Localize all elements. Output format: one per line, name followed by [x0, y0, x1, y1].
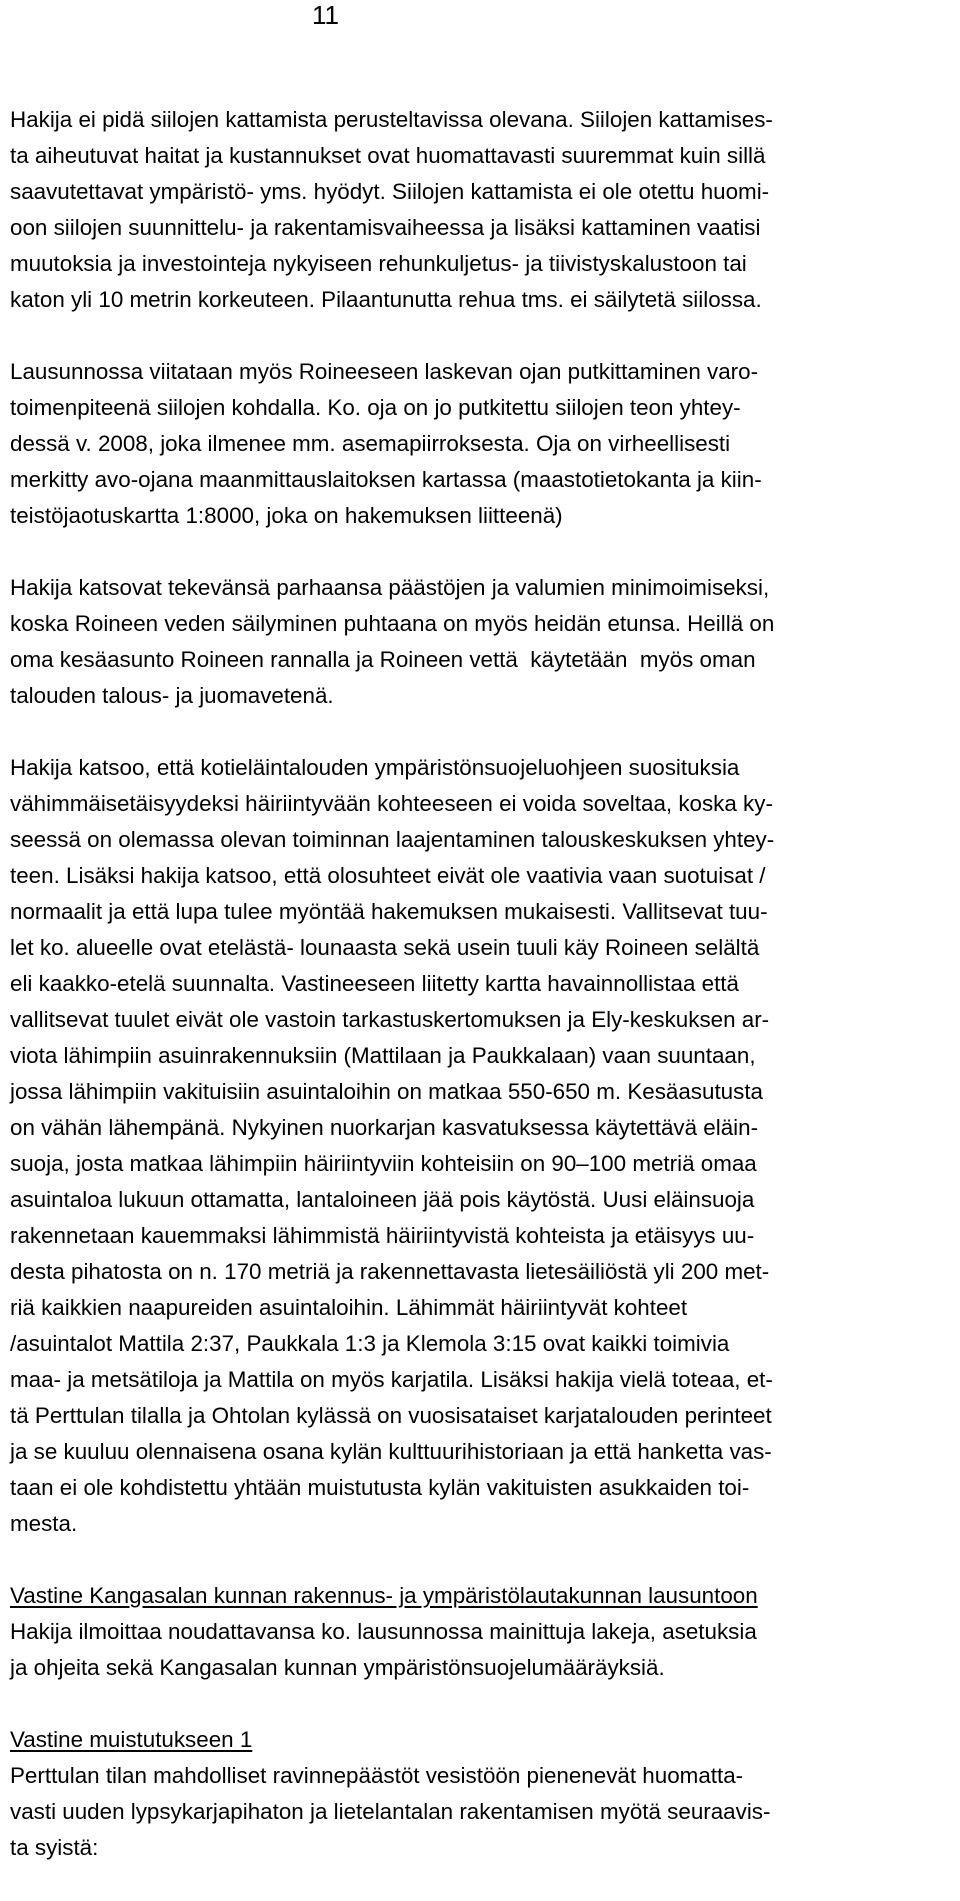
- text-line: seessä on olemassa olevan toiminnan laajentaminen talouskeskuksen yhtey-: [10, 827, 775, 852]
- text-line: teen. Lisäksi hakija katsoo, että olosuhteet eivät ole vaativia vaan suotuisat /: [10, 863, 766, 888]
- section-response-remark-1: [10, 1722, 950, 1866]
- text-line: katon yli 10 metrin korkeuteen. Pilaantunutta rehua tms. ei säilytetä siilossa.: [10, 287, 762, 312]
- text-line: Hakija ilmoittaa noudattavansa ko. lausunnossa mainittuja lakeja, asetuksia: [10, 1619, 757, 1644]
- text-line: toimenpiteenä siilojen kohdalla. Ko. oja on jo putkitettu siilojen teon yhtey-: [10, 395, 741, 420]
- text-line: vallitsevat tuulet eivät ole vastoin tarkastuskertomuksen ja Ely-keskuksen ar-: [10, 1007, 770, 1032]
- paragraph-spacer: [10, 714, 950, 750]
- text-line: normaalit ja että lupa tulee myöntää hakemuksen mukaisesti. Vallitsevat tuu-: [10, 899, 768, 924]
- text-line: oon siilojen suunnittelu- ja rakentamisvaiheessa ja lisäksi kattaminen vaatisi: [10, 215, 761, 240]
- text-line: talouden talous- ja juomavetenä.: [10, 683, 334, 708]
- section-heading: Vastine Kangasalan kunnan rakennus- ja ympäristölautakunnan lausuntoon: [10, 1583, 758, 1608]
- text-line: let ko. alueelle ovat etelästä- lounaasta sekä usein tuuli käy Roineen selältä: [10, 935, 760, 960]
- paragraph: [10, 102, 950, 318]
- text-line: oma kesäasunto Roineen rannalla ja Roineen vettä käytetään myös oman: [10, 647, 756, 672]
- text-line: muutoksia ja investointeja nykyiseen rehunkuljetus- ja tiivistyskalustoon tai: [10, 251, 747, 276]
- text-line: teistöjaotuskartta 1:8000, joka on hakemuksen liitteenä): [10, 503, 563, 528]
- text-line: mesta.: [10, 1511, 78, 1536]
- paragraph-spacer: [10, 318, 950, 354]
- text-line: saavutettavat ympäristö- yms. hyödyt. Siilojen kattamista ei ole otettu huomi-: [10, 179, 770, 204]
- paragraph-spacer: [10, 1542, 950, 1578]
- text-line: Hakija katsovat tekevänsä parhaansa päästöjen ja valumien minimoimiseksi,: [10, 575, 770, 600]
- text-line: ta aiheutuvat haitat ja kustannukset ovat huomattavasti suuremmat kuin sillä: [10, 143, 766, 168]
- text-line: vähimmäisetäisyydeksi häiriintyvään kohteeseen ei voida soveltaa, koska ky-: [10, 791, 773, 816]
- text-line: merkitty avo-ojana maanmittauslaitoksen kartassa (maastotietokanta ja kiin-: [10, 467, 762, 492]
- section-heading: Vastine muistutukseen 1: [10, 1727, 253, 1752]
- text-line: Hakija ei pidä siilojen kattamista perusteltavissa olevana. Siilojen kattamises-: [10, 107, 773, 132]
- text-line: Perttulan tilan mahdolliset ravinnepäästöt vesistöön pienenevät huomatta-: [10, 1763, 744, 1788]
- paragraph-spacer: [10, 1686, 950, 1722]
- text-line: riä kaikkien naapureiden asuintaloihin. Lähimmät häiriintyvät kohteet: [10, 1295, 688, 1320]
- text-line: asuintaloa lukuun ottamatta, lantaloineen jää pois käytöstä. Uusi eläinsuoja: [10, 1187, 755, 1212]
- text-line: desta pihatosta on n. 170 metriä ja rakennettavasta lietesäiliöstä yli 200 met-: [10, 1259, 770, 1284]
- text-line: suoja, josta matkaa lähimpiin häiriintyviin kohteisiin on 90–100 metriä omaa: [10, 1151, 757, 1176]
- text-line: tä Perttulan tilalla ja Ohtolan kylässä on vuosisataiset karjatalouden perinteet: [10, 1403, 772, 1428]
- text-line: jossa lähimpiin vakituisiin asuintaloihin on matkaa 550-650 m. Kesäasutusta: [10, 1079, 763, 1104]
- text-line: koska Roineen veden säilyminen puhtaana on myös heidän etunsa. Heillä on: [10, 611, 775, 636]
- text-line: Lausunnossa viitataan myös Roineeseen laskevan ojan putkittaminen varo-: [10, 359, 759, 384]
- text-line: eli kaakko-etelä suunnalta. Vastineeseen liitetty kartta havainnollistaa että: [10, 971, 739, 996]
- page-number: 11: [312, 0, 339, 30]
- text-line: viota lähimpiin asuinrakennuksiin (Mattilaan ja Paukkalaan) vaan suuntaan,: [10, 1043, 756, 1068]
- paragraph: [10, 570, 950, 714]
- section-response-municipality: [10, 1578, 950, 1686]
- text-line: vasti uuden lypsykarjapihaton ja lietelantalan rakentamisen myötä seuraavis-: [10, 1799, 771, 1824]
- text-line: ta syistä:: [10, 1835, 99, 1860]
- text-line: maa- ja metsätiloja ja Mattila on myös karjatila. Lisäksi hakija vielä toteaa, et-: [10, 1367, 773, 1392]
- text-line: /asuintalot Mattila 2:37, Paukkala 1:3 ja Klemola 3:15 ovat kaikki toimivia: [10, 1331, 730, 1356]
- text-line: Hakija katsoo, että kotieläintalouden ympäristönsuojeluohjeen suosituksia: [10, 755, 740, 780]
- text-line: rakennetaan kauemmaksi lähimmistä häiriintyvistä kohteista ja etäisyys uu-: [10, 1223, 755, 1248]
- text-line: ja ohjeita sekä Kangasalan kunnan ympäristönsuojelumääräyksiä.: [10, 1655, 665, 1680]
- document-body: [10, 102, 950, 1866]
- text-line: on vähän lähempänä. Nykyinen nuorkarjan kasvatuksessa käytettävä eläin-: [10, 1115, 759, 1140]
- paragraph: [10, 750, 950, 1542]
- text-line: dessä v. 2008, joka ilmenee mm. asemapiirroksesta. Oja on virheellisesti: [10, 431, 731, 456]
- paragraph-spacer: [10, 534, 950, 570]
- text-line: taan ei ole kohdistettu yhtään muistutusta kylän vakituisten asukkaiden toi-: [10, 1475, 750, 1500]
- text-line: ja se kuuluu olennaisena osana kylän kulttuurihistoriaan ja että hanketta vas-: [10, 1439, 772, 1464]
- paragraph: [10, 354, 950, 534]
